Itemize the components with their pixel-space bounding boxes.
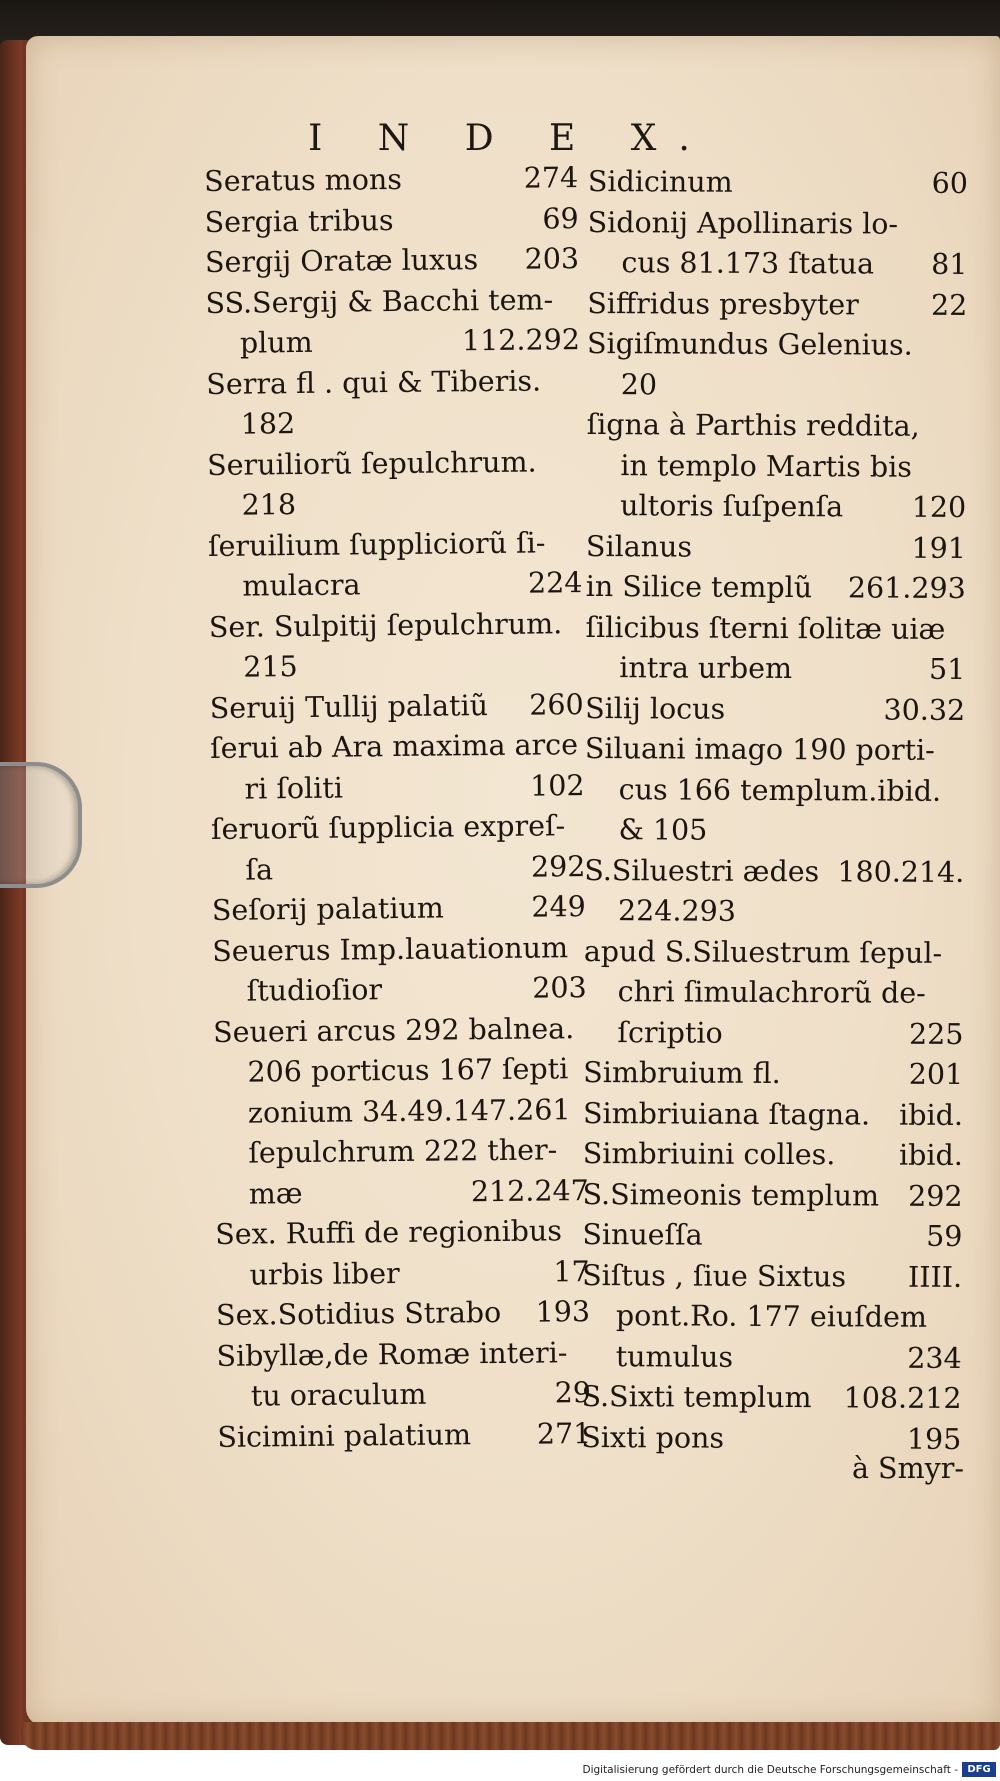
entry-page-number: 180.214. (837, 854, 965, 889)
index-entry (206, 361, 580, 405)
index-entry (587, 364, 967, 406)
entry-text: 218 (241, 488, 297, 522)
entry-page-number: 195 (906, 1422, 962, 1456)
index-entry (215, 1171, 589, 1215)
entry-text: S.Siluestri ædes (584, 853, 820, 888)
entry-text: ſigna à Parthis reddita, (586, 407, 920, 443)
entry-text: SS.Sergij & Bacchi tem- (205, 282, 554, 320)
index-entry (588, 202, 968, 244)
index-entry (584, 810, 964, 852)
entry-text: Seuerus Imp.lauationum (212, 930, 569, 968)
index-entry (207, 401, 581, 445)
entry-text: mæ (248, 1176, 303, 1211)
entry-page-number: 261.293 (847, 571, 966, 605)
entry-text: ſeruilium ſuppliciorũ ſi- (207, 525, 546, 563)
index-entry (582, 1174, 962, 1216)
index-entry (217, 1414, 591, 1458)
entry-page-number: 271 (536, 1416, 592, 1451)
entry-page-number: 225 (908, 1017, 964, 1051)
index-entry (583, 1134, 963, 1176)
entry-text: ſtudioſior (246, 973, 383, 1008)
index-entry (205, 239, 579, 283)
entry-text: Siffridus presbyter (587, 286, 859, 321)
footer-credit: Digitalisierung gefördert durch die Deutsche Forschungsgemeinschaft - (582, 1764, 958, 1776)
entry-text: Seruiliorũ ſepulchrum. (207, 445, 537, 482)
entry-text: tumulus (615, 1339, 734, 1374)
entry-text: Sicimini palatium (217, 1417, 472, 1454)
index-entry (583, 1053, 963, 1095)
index-entry (583, 1012, 963, 1054)
index-entry (210, 725, 584, 769)
entry-page-number: 108.212 (843, 1381, 962, 1415)
index-column-left (204, 158, 592, 1458)
index-entry (206, 320, 580, 364)
index-entry (584, 972, 964, 1014)
index-entry (213, 1009, 587, 1053)
entry-text: ſa (245, 852, 274, 887)
entry-text: 206 porticus 167 ſepti (247, 1052, 569, 1089)
entry-page-number: 224 (527, 566, 583, 600)
index-entry (587, 243, 967, 285)
entry-page-number: ibid. (899, 1098, 964, 1132)
entry-page-number: 30.32 (883, 693, 966, 727)
index-entry (584, 850, 964, 892)
entry-page-number: 292 (530, 849, 586, 884)
index-entry (209, 604, 583, 648)
entry-text: Ser. Sulpitij ſepulchrum. (208, 606, 563, 644)
entry-text: 224.293 (617, 894, 737, 928)
index-entry (217, 1373, 591, 1417)
entry-text: Silij locus (585, 691, 726, 726)
index-entry (588, 162, 968, 204)
entry-text: Sidicinum (587, 164, 733, 199)
entry-text: pont.Ro. 177 eiuſdem (615, 1299, 928, 1334)
index-entry (582, 1336, 962, 1378)
entry-text: cus 81.173 ſtatua (621, 246, 875, 281)
entry-text: ſerui ab Ara maxima arce (209, 728, 579, 765)
index-entry (210, 766, 584, 810)
index-entry (586, 486, 966, 528)
index-entry (208, 523, 582, 567)
entry-text: urbis liber (249, 1256, 400, 1292)
entry-page-number: 81 (931, 247, 968, 281)
index-entry (587, 283, 967, 325)
index-entry (205, 280, 579, 324)
entry-text: S.Sixti templum (581, 1379, 812, 1415)
entry-text: Sidonij Apollinaris lo- (587, 205, 899, 241)
index-column-right (581, 162, 968, 1460)
entry-text: Simbruium fl. (583, 1055, 781, 1091)
entry-text: zonium 34.49.147.261 (247, 1092, 571, 1130)
entry-text: ſepulchrum 222 ther- (248, 1133, 558, 1170)
index-entry (585, 769, 965, 811)
entry-text: Sex. Ruffi de regionibus (215, 1214, 563, 1251)
entry-page-number: 212.247 (470, 1173, 589, 1208)
index-entry (211, 806, 585, 850)
index-entry (214, 1130, 588, 1174)
entry-page-number: 191 (911, 531, 967, 565)
index-entry (212, 887, 586, 931)
entry-page-number: IIII. (907, 1260, 963, 1294)
entry-text: Simbriuini colles. (582, 1136, 836, 1172)
entry-text: & 105 (618, 813, 708, 847)
entry-page-number: 234 (907, 1341, 962, 1375)
entry-page-number: 203 (524, 242, 580, 276)
entry-text: Sixti pons (581, 1420, 725, 1455)
index-entry (586, 567, 966, 609)
entry-page-number: 102 (529, 768, 585, 803)
index-entry (215, 1252, 589, 1296)
entry-text: ultoris ſuſpenſa (620, 489, 844, 524)
catchword: à Smyr- (852, 1452, 964, 1485)
index-entry (587, 324, 967, 366)
entry-text: Sergij Oratæ luxus (204, 243, 479, 279)
entry-text: Seratus mons (204, 162, 403, 198)
entry-text: in templo Martis bis (620, 448, 912, 484)
entry-text: Silanus (585, 529, 693, 564)
index-entry (216, 1333, 590, 1377)
entry-page-number: 60 (931, 166, 968, 200)
index-entry (212, 968, 586, 1012)
entry-text: 215 (243, 650, 298, 684)
entry-page-number: 249 (531, 890, 586, 924)
index-entry (210, 685, 584, 729)
entry-text: ſcriptio (617, 1015, 723, 1050)
entry-page-number: 120 (911, 490, 967, 524)
entry-text: Siſtus , ſiue Sixtus (582, 1258, 847, 1293)
entry-page-number: 69 (542, 201, 579, 235)
index-entry (208, 563, 582, 607)
index-entry (581, 1377, 961, 1419)
entry-page-number: ibid. (898, 1138, 963, 1172)
entry-page-number: 193 (535, 1295, 591, 1329)
index-entry (585, 648, 965, 690)
index-entry (585, 729, 965, 771)
entry-text: Sinueſſa (582, 1217, 703, 1252)
index-entry (587, 405, 967, 447)
index-entry (582, 1255, 962, 1297)
index-entry (585, 607, 965, 649)
entry-text: ri ſoliti (244, 771, 344, 806)
index-entry (204, 199, 578, 243)
entry-text: 20 (620, 367, 658, 401)
entry-text: S.Simeonis templum (582, 1177, 880, 1213)
entry-page-number: 29 (554, 1376, 592, 1410)
index-entry (207, 482, 581, 526)
index-entry (211, 847, 585, 891)
index-entry (586, 526, 966, 568)
entry-text: Seruij Tullij palatiũ (209, 688, 489, 725)
index-entry (214, 1090, 588, 1134)
index-entry (209, 644, 583, 688)
page-title: I N D E X. (308, 118, 712, 159)
entry-text: Sigiſmundus Gelenius. (586, 326, 913, 362)
index-entry (216, 1292, 590, 1336)
entry-text: Sergia tribus (204, 203, 394, 239)
index-entry (215, 1211, 589, 1255)
index-entry (585, 688, 965, 730)
entry-text: Serra fl . qui & Tiberis. (206, 363, 542, 401)
entry-page-number: 203 (532, 971, 587, 1005)
entry-page-number: 260 (529, 687, 584, 722)
index-entry (582, 1296, 962, 1338)
index-entry (584, 931, 964, 973)
entry-text: Seſorij palatium (211, 891, 445, 927)
entry-page-number: 274 (523, 161, 579, 195)
index-entry (584, 891, 964, 933)
entry-page-number: 59 (926, 1219, 963, 1253)
index-entry (583, 1093, 963, 1135)
entry-text: chri ſimulachrorũ de- (617, 975, 926, 1010)
entry-text: apud S.Siluestrum ſepul- (583, 934, 943, 970)
entry-text: Siluani imago 190 porti- (584, 731, 935, 767)
entry-page-number: 17 (553, 1254, 590, 1288)
index-entry (204, 158, 578, 202)
dfg-logo: DFG (962, 1762, 996, 1777)
index-entry (586, 445, 966, 487)
entry-text: plum (239, 325, 313, 360)
entry-page-number: 22 (930, 288, 968, 322)
entry-text: ſeruorũ ſupplicia expreſ- (210, 809, 566, 846)
entry-page-number: 51 (928, 652, 966, 686)
index-entry (213, 1049, 587, 1093)
entry-text: Simbriuiana ſtagna. (582, 1096, 871, 1131)
entry-page-number: 292 (908, 1179, 963, 1213)
index-entry (212, 928, 586, 972)
entry-text: ſilicibus ſterni ſolitæ uiæ (585, 610, 946, 646)
entry-text: cus 166 templum.ibid. (618, 772, 942, 808)
index-entry (207, 442, 581, 486)
entry-text: in Silice templũ (585, 569, 813, 605)
page-clip (0, 762, 82, 888)
entry-text: Sibyllæ,de Romæ interi- (216, 1335, 568, 1373)
index-entry (582, 1215, 962, 1257)
entry-text: Seueri arcus 292 balnea. (212, 1011, 575, 1049)
entry-text: 182 (240, 407, 296, 441)
entry-text: mulacra (242, 568, 361, 603)
entry-text: Sex.Sotidius Strabo (215, 1295, 502, 1332)
entry-page-number: 201 (908, 1057, 964, 1091)
entry-text: intra urbem (619, 651, 793, 686)
page-block-edge (22, 1722, 1000, 1750)
entry-text: tu oraculum (250, 1377, 427, 1413)
entry-page-number: 112.292 (461, 323, 581, 358)
